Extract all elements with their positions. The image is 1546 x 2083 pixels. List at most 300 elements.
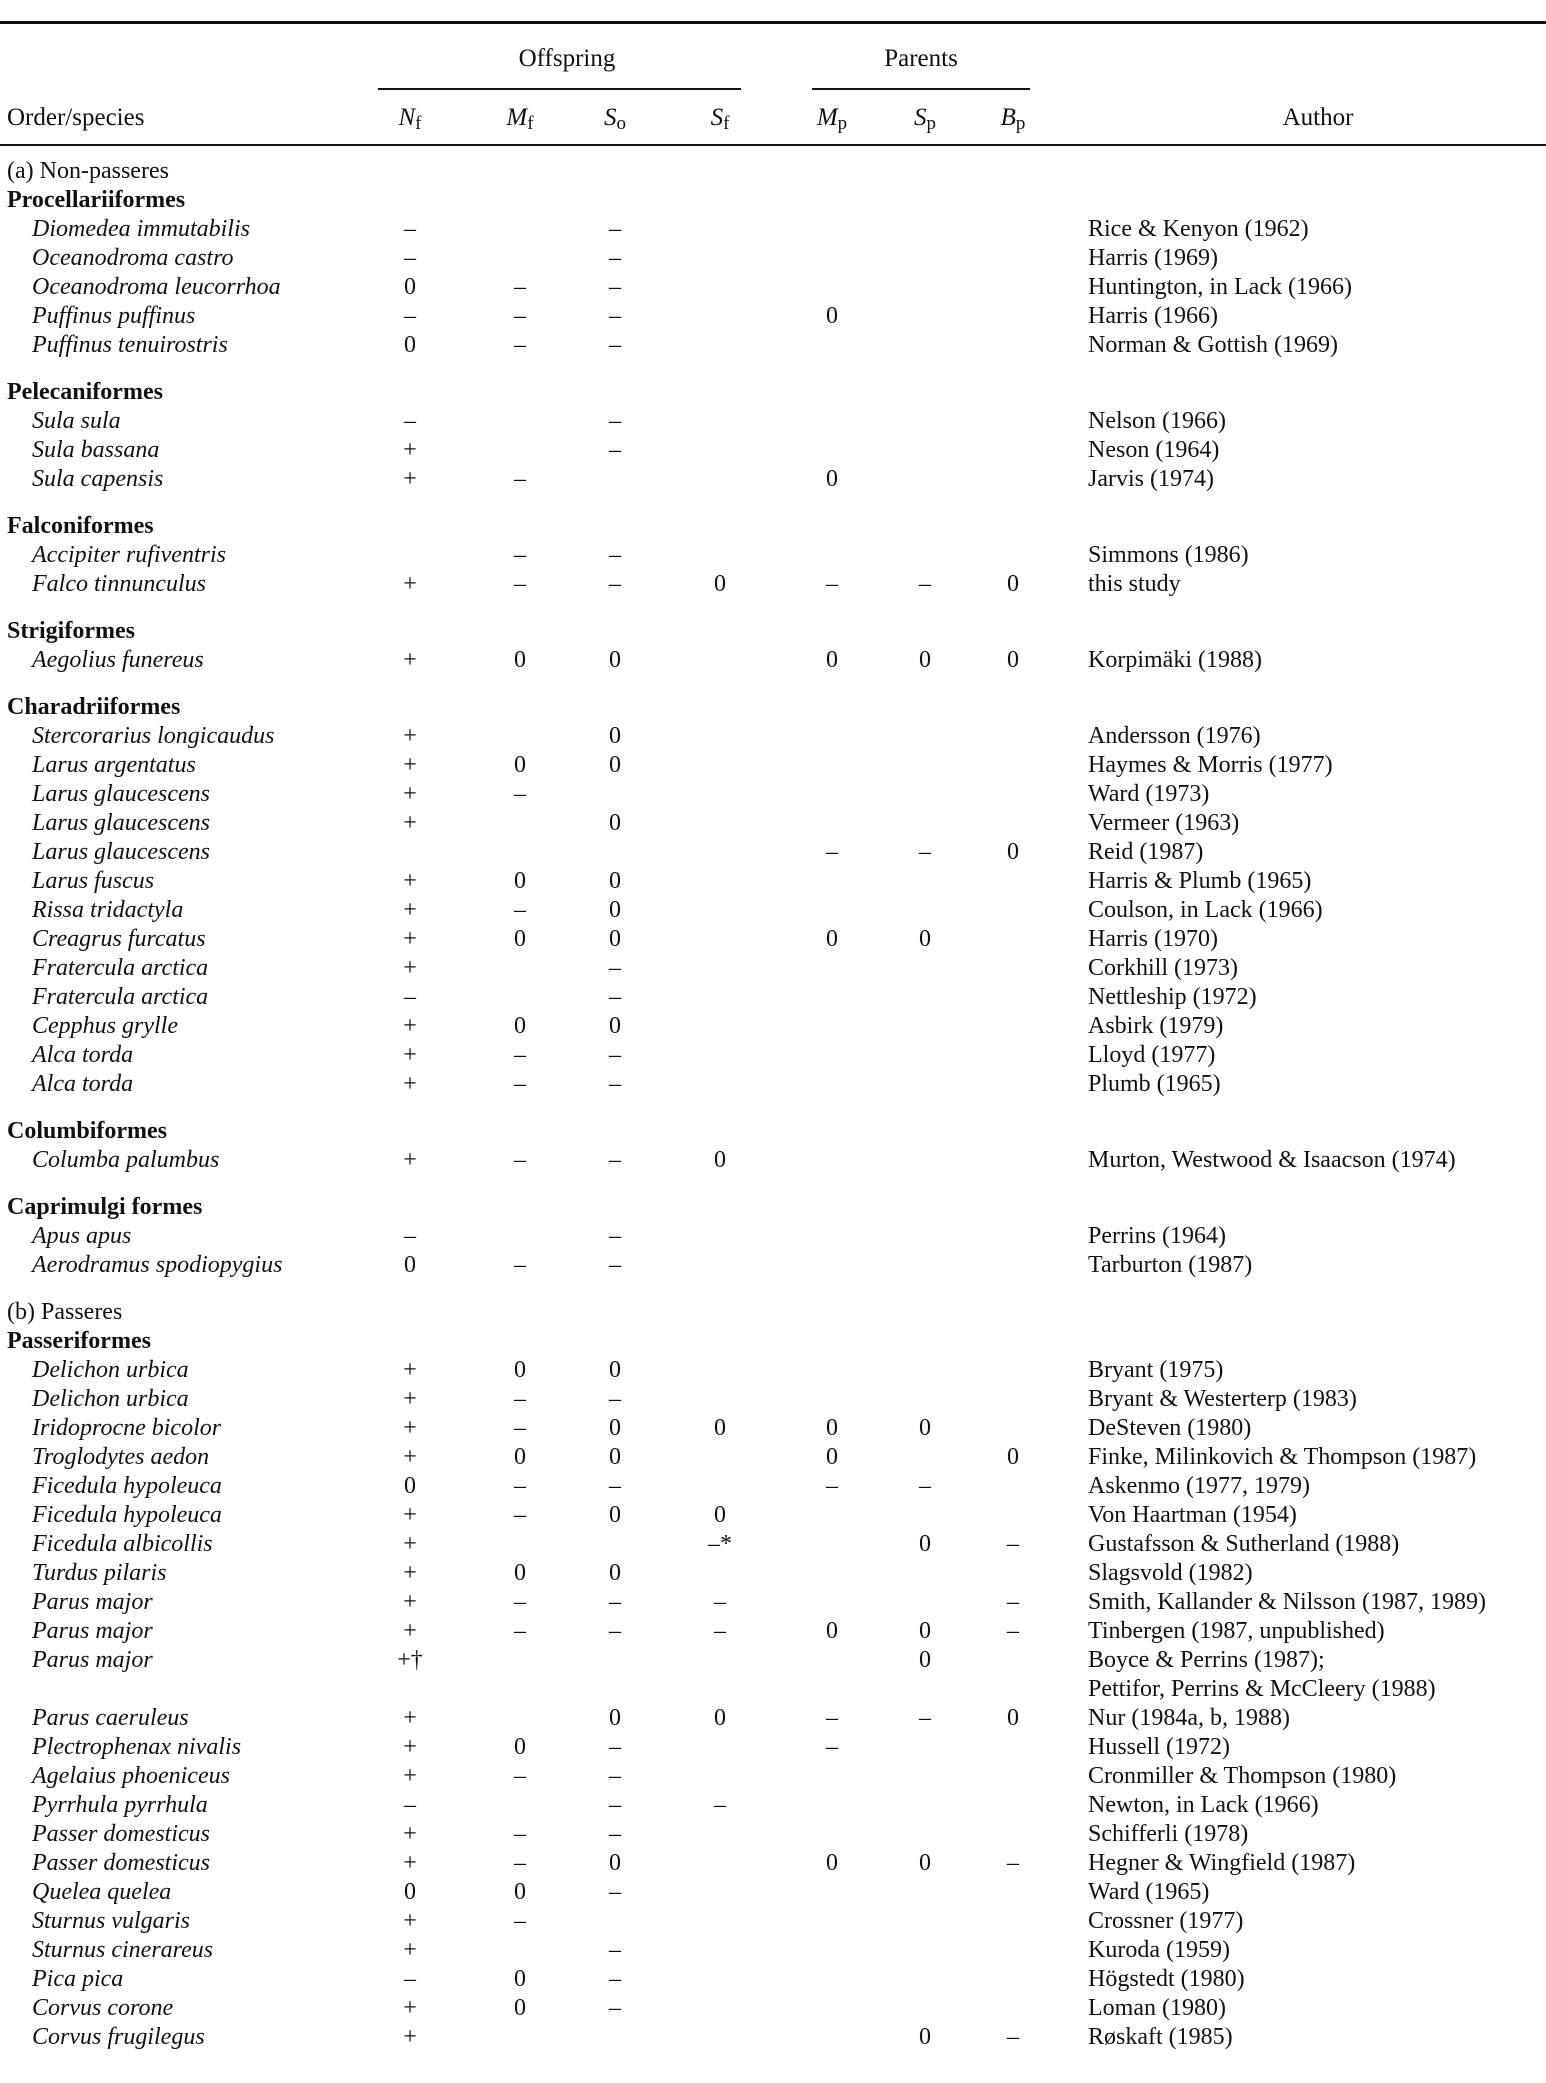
table-row bbox=[0, 1646, 1546, 1675]
species-name: Parus caeruleus bbox=[32, 1705, 189, 1731]
header-bottom-rule bbox=[0, 144, 1546, 146]
cell-mf: – bbox=[514, 1042, 526, 1068]
author-citation: Smith, Kallander & Nilsson (1987, 1989) bbox=[1088, 1589, 1486, 1615]
section-row bbox=[0, 1298, 1546, 1327]
cell-so: – bbox=[609, 1223, 621, 1249]
table-row bbox=[0, 215, 1546, 244]
table-row bbox=[0, 1559, 1546, 1588]
order-heading: Columbiformes bbox=[7, 1118, 167, 1144]
table-row bbox=[0, 407, 1546, 436]
table-row bbox=[0, 925, 1546, 954]
cell-mf: – bbox=[514, 781, 526, 807]
species-name: Puffinus puffinus bbox=[32, 303, 196, 329]
cell-mf: 0 bbox=[514, 1444, 526, 1470]
cell-so: – bbox=[609, 1473, 621, 1499]
order-row bbox=[0, 1193, 1546, 1222]
cell-mf: – bbox=[514, 897, 526, 923]
author-citation: Tarburton (1987) bbox=[1088, 1252, 1253, 1278]
author-citation: Coulson, in Lack (1966) bbox=[1088, 897, 1323, 923]
species-name: Parus major bbox=[32, 1618, 153, 1644]
cell-mf: – bbox=[514, 571, 526, 597]
author-citation: Harris (1970) bbox=[1088, 926, 1218, 952]
cell-nf: + bbox=[403, 1386, 417, 1412]
column-header-nf: $N_f$ bbox=[398, 104, 422, 134]
cell-mf: 0 bbox=[514, 647, 526, 673]
species-name: Rissa tridactyla bbox=[32, 897, 184, 923]
cell-nf: + bbox=[403, 1415, 417, 1441]
cell-nf: +† bbox=[397, 1647, 423, 1673]
cell-mf: – bbox=[514, 1850, 526, 1876]
cell-mf: – bbox=[514, 1415, 526, 1441]
species-name: Sula bassana bbox=[32, 437, 160, 463]
cell-mf: – bbox=[514, 1763, 526, 1789]
cell-mp: 0 bbox=[826, 1415, 838, 1441]
species-name: Corvus corone bbox=[32, 1995, 174, 2021]
cell-so: – bbox=[609, 1734, 621, 1760]
table-row bbox=[0, 1501, 1546, 1530]
cell-nf: + bbox=[403, 1995, 417, 2021]
cell-mp: 0 bbox=[826, 1850, 838, 1876]
table-row bbox=[0, 751, 1546, 780]
cell-so: 0 bbox=[609, 1502, 621, 1528]
order-heading: Falconiformes bbox=[7, 513, 154, 539]
cell-mf: 0 bbox=[514, 1879, 526, 1905]
table-row bbox=[0, 1878, 1546, 1907]
table-row bbox=[0, 273, 1546, 302]
cell-nf: + bbox=[403, 1013, 417, 1039]
species-name: Passer domesticus bbox=[32, 1821, 210, 1847]
cell-bp: 0 bbox=[1007, 1444, 1019, 1470]
cell-nf: + bbox=[403, 1937, 417, 1963]
cell-so: 0 bbox=[609, 1705, 621, 1731]
species-name: Iridoprocne bicolor bbox=[32, 1415, 222, 1441]
cell-so: – bbox=[609, 1252, 621, 1278]
table-row bbox=[0, 1791, 1546, 1820]
species-name: Oceanodroma castro bbox=[32, 245, 234, 271]
author-citation: Cronmiller & Thompson (1980) bbox=[1088, 1763, 1397, 1789]
offspring-group-rule bbox=[378, 88, 741, 90]
species-name: Larus argentatus bbox=[32, 752, 196, 778]
order-row bbox=[0, 617, 1546, 646]
author-citation: Norman & Gottish (1969) bbox=[1088, 332, 1338, 358]
species-name: Larus glaucescens bbox=[32, 781, 210, 807]
species-name: Troglodytes aedon bbox=[32, 1444, 210, 1470]
species-name: Alca torda bbox=[32, 1042, 134, 1068]
table-row bbox=[0, 1762, 1546, 1791]
species-name: Ficedula albicollis bbox=[32, 1531, 213, 1557]
order-heading: Strigiformes bbox=[7, 618, 135, 644]
cell-nf: 0 bbox=[404, 1252, 416, 1278]
author-citation: Jarvis (1974) bbox=[1088, 466, 1214, 492]
author-citation: Haymes & Morris (1977) bbox=[1088, 752, 1333, 778]
cell-nf: + bbox=[403, 752, 417, 778]
table-row bbox=[0, 1443, 1546, 1472]
species-name: Larus glaucescens bbox=[32, 810, 210, 836]
table-row bbox=[0, 1041, 1546, 1070]
cell-so: – bbox=[609, 1042, 621, 1068]
species-name: Aerodramus spodiopygius bbox=[32, 1252, 283, 1278]
cell-nf: + bbox=[403, 1560, 417, 1586]
cell-sp: 0 bbox=[919, 647, 931, 673]
cell-mf: – bbox=[514, 274, 526, 300]
cell-nf: + bbox=[403, 1763, 417, 1789]
cell-so: 0 bbox=[609, 810, 621, 836]
table-row bbox=[0, 1222, 1546, 1251]
table-row bbox=[0, 465, 1546, 494]
author-citation: Bryant (1975) bbox=[1088, 1357, 1224, 1383]
cell-mf: – bbox=[514, 1589, 526, 1615]
species-name: Falco tinnunculus bbox=[32, 571, 206, 597]
cell-so: – bbox=[609, 984, 621, 1010]
author-citation: Corkhill (1973) bbox=[1088, 955, 1238, 981]
cell-sp: 0 bbox=[919, 1415, 931, 1441]
cell-so: – bbox=[609, 1821, 621, 1847]
cell-so: 0 bbox=[609, 868, 621, 894]
author-citation: Loman (1980) bbox=[1088, 1995, 1226, 2021]
cell-so: – bbox=[609, 1147, 621, 1173]
table-top-rule bbox=[0, 21, 1546, 24]
cell-so: 0 bbox=[609, 1560, 621, 1586]
cell-sp: 0 bbox=[919, 1618, 931, 1644]
cell-bp: – bbox=[1007, 1618, 1019, 1644]
cell-nf: + bbox=[403, 781, 417, 807]
species-name: Sula capensis bbox=[32, 466, 164, 492]
cell-so: – bbox=[609, 1879, 621, 1905]
cell-bp: 0 bbox=[1007, 571, 1019, 597]
order-row bbox=[0, 1117, 1546, 1146]
species-name: Creagrus furcatus bbox=[32, 926, 206, 952]
cell-mf: – bbox=[514, 1386, 526, 1412]
order-heading: Procellariiformes bbox=[7, 187, 186, 213]
cell-nf: + bbox=[403, 571, 417, 597]
cell-sf: 0 bbox=[714, 1705, 726, 1731]
species-name: Aegolius funereus bbox=[32, 647, 204, 673]
table-row bbox=[0, 1414, 1546, 1443]
cell-mp: 0 bbox=[826, 1444, 838, 1470]
table-row bbox=[0, 983, 1546, 1012]
author-citation: Gustafsson & Sutherland (1988) bbox=[1088, 1531, 1400, 1557]
species-name: Parus major bbox=[32, 1589, 153, 1615]
cell-nf: + bbox=[403, 1589, 417, 1615]
table-row bbox=[0, 954, 1546, 983]
column-header-sf: $S_f$ bbox=[710, 104, 730, 134]
table-row bbox=[0, 1617, 1546, 1646]
cell-so: – bbox=[609, 274, 621, 300]
species-name: Columba palumbus bbox=[32, 1147, 220, 1173]
species-name: Puffinus tenuirostris bbox=[32, 332, 228, 358]
species-name: Delichon urbica bbox=[32, 1357, 189, 1383]
author-citation: Bryant & Westerterp (1983) bbox=[1088, 1386, 1357, 1412]
column-header-sp: $S_p$ bbox=[914, 104, 936, 134]
cell-mf: 0 bbox=[514, 926, 526, 952]
cell-nf: + bbox=[403, 1071, 417, 1097]
author-citation: Hegner & Wingfield (1987) bbox=[1088, 1850, 1356, 1876]
cell-so: – bbox=[609, 332, 621, 358]
cell-so: – bbox=[609, 1937, 621, 1963]
cell-mp: 0 bbox=[826, 926, 838, 952]
cell-nf: + bbox=[403, 1821, 417, 1847]
author-citation: Ward (1973) bbox=[1088, 781, 1210, 807]
cell-mf: – bbox=[514, 1908, 526, 1934]
species-name: Larus fuscus bbox=[32, 868, 155, 894]
cell-mf: 0 bbox=[514, 752, 526, 778]
cell-nf: – bbox=[404, 408, 416, 434]
order-row bbox=[0, 378, 1546, 407]
cell-sf: – bbox=[714, 1589, 726, 1615]
species-name: Parus major bbox=[32, 1647, 153, 1673]
cell-mf: – bbox=[514, 1821, 526, 1847]
cell-nf: + bbox=[403, 1850, 417, 1876]
column-header-author: Author bbox=[1282, 104, 1354, 131]
table-row bbox=[0, 244, 1546, 273]
table-row bbox=[0, 331, 1546, 360]
cell-sp: 0 bbox=[919, 1850, 931, 1876]
species-name: Fratercula arctica bbox=[32, 984, 209, 1010]
species-name: Larus glaucescens bbox=[32, 839, 210, 865]
cell-so: – bbox=[609, 1589, 621, 1615]
group-header-parents: Parents bbox=[884, 45, 958, 72]
species-name: Sturnus cinerareus bbox=[32, 1937, 214, 1963]
section-row bbox=[0, 157, 1546, 186]
species-name: Alca torda bbox=[32, 1071, 134, 1097]
order-row bbox=[0, 512, 1546, 541]
order-heading: Passeriformes bbox=[7, 1328, 151, 1354]
author-citation: Finke, Milinkovich & Thompson (1987) bbox=[1088, 1444, 1477, 1470]
cell-so: 0 bbox=[609, 1357, 621, 1383]
cell-mp: – bbox=[826, 1705, 838, 1731]
cell-nf: + bbox=[403, 1618, 417, 1644]
species-name: Pica pica bbox=[32, 1966, 124, 1992]
author-citation: Von Haartman (1954) bbox=[1088, 1502, 1297, 1528]
cell-sf: 0 bbox=[714, 571, 726, 597]
cell-nf: + bbox=[403, 1908, 417, 1934]
order-row bbox=[0, 1327, 1546, 1356]
cell-mf: – bbox=[514, 542, 526, 568]
author-citation: Korpimäki (1988) bbox=[1088, 647, 1262, 673]
table-row bbox=[0, 1820, 1546, 1849]
table-row bbox=[0, 2023, 1546, 2052]
species-name: Turdus pilaris bbox=[32, 1560, 167, 1586]
order-row bbox=[0, 693, 1546, 722]
cell-nf: + bbox=[403, 437, 417, 463]
author-citation: Andersson (1976) bbox=[1088, 723, 1261, 749]
species-name: Sturnus vulgaris bbox=[32, 1908, 191, 1934]
cell-mf: – bbox=[514, 1618, 526, 1644]
species-name: Agelaius phoeniceus bbox=[32, 1763, 230, 1789]
cell-mf: 0 bbox=[514, 1995, 526, 2021]
species-name: Passer domesticus bbox=[32, 1850, 210, 1876]
cell-sp: 0 bbox=[919, 1531, 931, 1557]
section-heading: (a) Non-passeres bbox=[7, 158, 169, 184]
order-heading: Charadriiformes bbox=[7, 694, 181, 720]
cell-mf: 0 bbox=[514, 1734, 526, 1760]
author-citation: Ward (1965) bbox=[1088, 1879, 1210, 1905]
table-row bbox=[0, 1588, 1546, 1617]
cell-sf: 0 bbox=[714, 1415, 726, 1441]
cell-sp: – bbox=[919, 839, 931, 865]
species-name: Sula sula bbox=[32, 408, 121, 434]
author-citation: Harris (1969) bbox=[1088, 245, 1218, 271]
author-citation: Schifferli (1978) bbox=[1088, 1821, 1249, 1847]
cell-nf: + bbox=[403, 1444, 417, 1470]
cell-bp: 0 bbox=[1007, 839, 1019, 865]
table-body bbox=[0, 157, 1546, 2052]
table-row bbox=[0, 1146, 1546, 1175]
cell-nf: + bbox=[403, 868, 417, 894]
table-row bbox=[0, 1733, 1546, 1762]
table-row bbox=[0, 1965, 1546, 1994]
cell-so: – bbox=[609, 1763, 621, 1789]
author-citation: Plumb (1965) bbox=[1088, 1071, 1221, 1097]
cell-nf: + bbox=[403, 926, 417, 952]
author-citation: Hussell (1972) bbox=[1088, 1734, 1230, 1760]
table-row bbox=[0, 1675, 1546, 1704]
cell-nf: 0 bbox=[404, 274, 416, 300]
cell-mp: 0 bbox=[826, 303, 838, 329]
table-row bbox=[0, 1530, 1546, 1559]
cell-so: 0 bbox=[609, 1850, 621, 1876]
cell-mf: 0 bbox=[514, 1966, 526, 1992]
author-citation: Askenmo (1977, 1979) bbox=[1088, 1473, 1310, 1499]
cell-mf: – bbox=[514, 1147, 526, 1173]
cell-so: 0 bbox=[609, 1444, 621, 1470]
column-header-order-species: Order/species bbox=[7, 104, 145, 131]
author-citation: Perrins (1964) bbox=[1088, 1223, 1226, 1249]
cell-so: – bbox=[609, 216, 621, 242]
cell-bp: – bbox=[1007, 2024, 1019, 2050]
cell-sp: 0 bbox=[919, 2024, 931, 2050]
author-citation: Slagsvold (1982) bbox=[1088, 1560, 1253, 1586]
cell-so: – bbox=[609, 408, 621, 434]
cell-sf: –* bbox=[708, 1531, 732, 1557]
table-row bbox=[0, 1356, 1546, 1385]
cell-sf: – bbox=[714, 1618, 726, 1644]
cell-bp: – bbox=[1007, 1531, 1019, 1557]
cell-sp: 0 bbox=[919, 926, 931, 952]
cell-mf: 0 bbox=[514, 868, 526, 894]
species-name: Ficedula hypoleuca bbox=[32, 1473, 222, 1499]
cell-so: – bbox=[609, 955, 621, 981]
cell-sp: – bbox=[919, 571, 931, 597]
author-citation: Røskaft (1985) bbox=[1088, 2024, 1233, 2050]
species-name: Fratercula arctica bbox=[32, 955, 209, 981]
author-citation: Nelson (1966) bbox=[1088, 408, 1226, 434]
table-row bbox=[0, 1251, 1546, 1280]
cell-mf: – bbox=[514, 1071, 526, 1097]
cell-mf: – bbox=[514, 466, 526, 492]
cell-so: 0 bbox=[609, 723, 621, 749]
table-row bbox=[0, 1385, 1546, 1414]
author-citation: Högstedt (1980) bbox=[1088, 1966, 1245, 1992]
cell-nf: + bbox=[403, 723, 417, 749]
species-name: Stercorarius longicaudus bbox=[32, 723, 275, 749]
cell-so: 0 bbox=[609, 897, 621, 923]
author-citation: Nettleship (1972) bbox=[1088, 984, 1257, 1010]
table-row bbox=[0, 722, 1546, 751]
species-name: Apus apus bbox=[32, 1223, 132, 1249]
cell-nf: + bbox=[403, 647, 417, 673]
author-citation: Asbirk (1979) bbox=[1088, 1013, 1224, 1039]
species-name: Pyrrhula pyrrhula bbox=[32, 1792, 208, 1818]
species-name: Plectrophenax nivalis bbox=[32, 1734, 242, 1760]
author-citation: Pettifor, Perrins & McCleery (1988) bbox=[1088, 1676, 1436, 1702]
cell-mf: – bbox=[514, 303, 526, 329]
cell-bp: – bbox=[1007, 1589, 1019, 1615]
author-citation: Simmons (1986) bbox=[1088, 542, 1249, 568]
cell-sp: – bbox=[919, 1473, 931, 1499]
cell-so: – bbox=[609, 1071, 621, 1097]
table-row bbox=[0, 896, 1546, 925]
cell-nf: 0 bbox=[404, 332, 416, 358]
species-name: Oceanodroma leucorrhoa bbox=[32, 274, 281, 300]
cell-so: 0 bbox=[609, 926, 621, 952]
cell-bp: 0 bbox=[1007, 647, 1019, 673]
cell-sf: – bbox=[714, 1792, 726, 1818]
cell-mf: 0 bbox=[514, 1560, 526, 1586]
cell-nf: – bbox=[404, 245, 416, 271]
cell-mp: – bbox=[826, 1734, 838, 1760]
species-name: Ficedula hypoleuca bbox=[32, 1502, 222, 1528]
cell-so: 0 bbox=[609, 752, 621, 778]
cell-nf: + bbox=[403, 955, 417, 981]
cell-so: 0 bbox=[609, 647, 621, 673]
cell-so: – bbox=[609, 437, 621, 463]
cell-mf: – bbox=[514, 1473, 526, 1499]
table-row bbox=[0, 1994, 1546, 2023]
order-heading: Caprimulgi formes bbox=[7, 1194, 203, 1220]
cell-sf: 0 bbox=[714, 1502, 726, 1528]
author-citation: Huntington, in Lack (1966) bbox=[1088, 274, 1352, 300]
table-row bbox=[0, 838, 1546, 867]
cell-nf: + bbox=[403, 1502, 417, 1528]
cell-nf: 0 bbox=[404, 1473, 416, 1499]
cell-nf: + bbox=[403, 897, 417, 923]
cell-nf: – bbox=[404, 1223, 416, 1249]
author-citation: Newton, in Lack (1966) bbox=[1088, 1792, 1319, 1818]
cell-sf: 0 bbox=[714, 1147, 726, 1173]
cell-nf: – bbox=[404, 216, 416, 242]
cell-nf: + bbox=[403, 2024, 417, 2050]
author-citation: Crossner (1977) bbox=[1088, 1908, 1244, 1934]
table-row bbox=[0, 541, 1546, 570]
species-name: Cepphus grylle bbox=[32, 1013, 178, 1039]
author-citation: Lloyd (1977) bbox=[1088, 1042, 1216, 1068]
cell-mf: 0 bbox=[514, 1013, 526, 1039]
species-name: Corvus frugilegus bbox=[32, 2024, 205, 2050]
table-row bbox=[0, 1849, 1546, 1878]
table-row bbox=[0, 809, 1546, 838]
cell-so: – bbox=[609, 1792, 621, 1818]
author-citation: this study bbox=[1088, 571, 1181, 597]
species-name: Diomedea immutabilis bbox=[32, 216, 250, 242]
cell-mf: – bbox=[514, 1252, 526, 1278]
author-citation: Neson (1964) bbox=[1088, 437, 1220, 463]
cell-so: – bbox=[609, 1386, 621, 1412]
cell-nf: – bbox=[404, 303, 416, 329]
cell-sp: 0 bbox=[919, 1647, 931, 1673]
cell-nf: – bbox=[404, 984, 416, 1010]
cell-mp: – bbox=[826, 839, 838, 865]
author-citation: Tinbergen (1987, unpublished) bbox=[1088, 1618, 1385, 1644]
table-row bbox=[0, 1012, 1546, 1041]
column-header-mf: $M_f$ bbox=[506, 104, 534, 134]
cell-nf: 0 bbox=[404, 1879, 416, 1905]
species-name: Accipiter rufiventris bbox=[32, 542, 226, 568]
author-citation: Boyce & Perrins (1987); bbox=[1088, 1647, 1325, 1673]
author-citation: Vermeer (1963) bbox=[1088, 810, 1240, 836]
cell-so: – bbox=[609, 542, 621, 568]
parents-group-rule bbox=[812, 88, 1030, 90]
